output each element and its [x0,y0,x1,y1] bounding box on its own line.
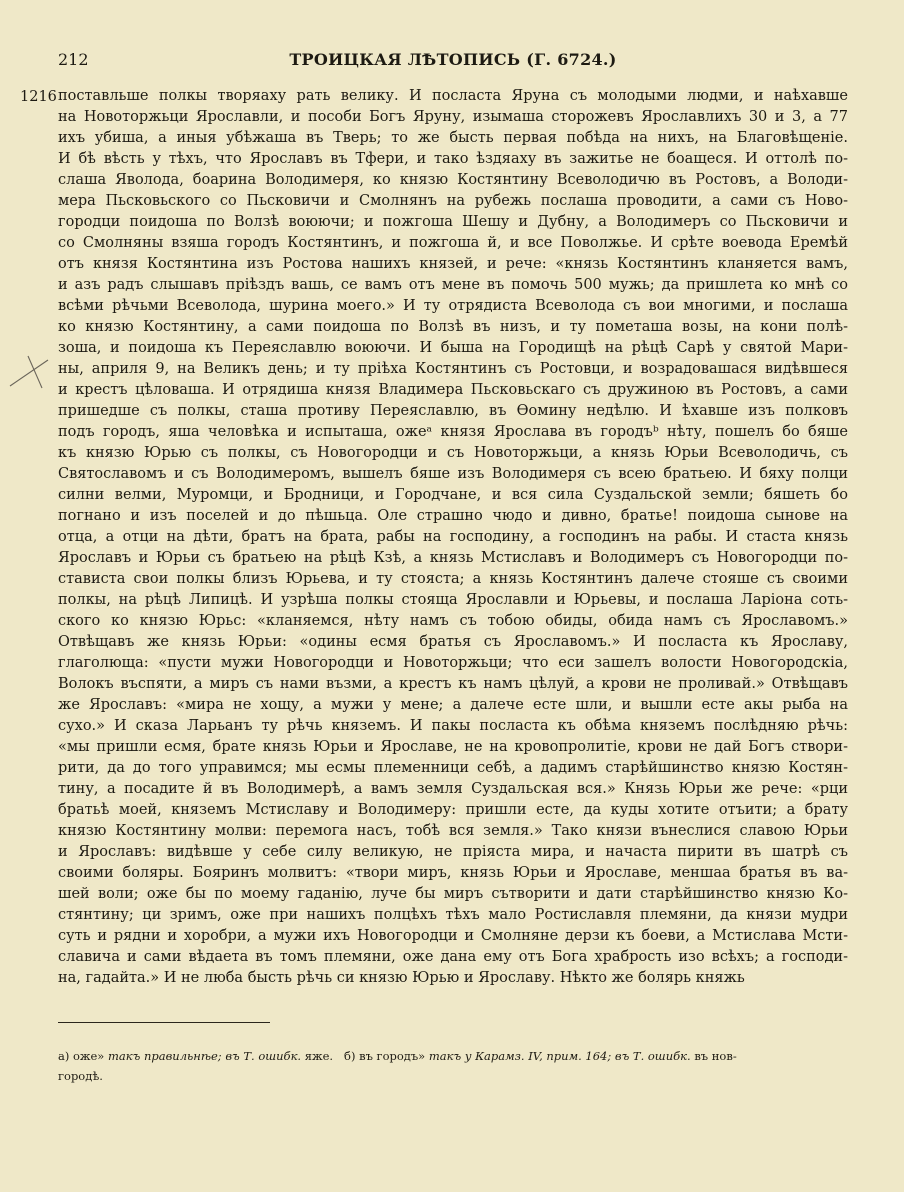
text-line: славича и сами вѣдаета въ томъ племяни, оже дана ему отъ Бога храбрость изо всѣхъ; а господи- [58,949,848,965]
text-line: поставльше полкы творяаху рать велику. И посласта Яруна съ молодыми людми, и наѣхавше [58,88,848,104]
text-line: ко князю Костянтину, а сами поидоша по Волзѣ въ низъ, и ту пометаша возы, на кони полѣ- [58,319,848,335]
page-number: 212 [58,50,89,69]
margin-year: 1216 [20,89,57,105]
text-line: всѣми рѣчьми Всеволода, шурина моего.» И ту отрядиста Всеволода съ вои многими, и послаша [58,298,848,314]
text-line: погнано и изъ поселей и до пѣшьца. Оле страшно чюдо и дивно, братье! поидоша сынове на [58,508,848,524]
text-line: на Новоторжьци Ярославли, и пособи Богъ Яруну, изымаша сторожевъ Ярославлихъ 30 и 3, а 77 [58,109,848,125]
text-line: рити, да до того управимся; мы есмы племенници себѣ, а дадимъ старѣйшинство князю Костян- [58,760,848,776]
text-line: подъ городъ, яша человѣка и испыташа, ожеᵃ князя Ярослава въ городъᵇ нѣту, пошелъ бо бяше [58,424,848,440]
text-line: своими боляры. Бояринъ молвитъ: «твори миръ, князь Юрьи и Ярославе, меншаа братья въ ва- [58,865,848,881]
text-line: же Ярославъ: «мира не хощу, а мужи у мене; а далече есте шли, и вышли есте акы рыба на [58,697,848,713]
text-line: И бѣ вѣсть у тѣхъ, что Ярославъ въ Тфери, и тако ѣздяаху въ зажитье не боащеся. И оттолѣ по- [58,151,848,167]
text-line: стависта свои полкы близъ Юрьева, и ту стоястa; а князь Костянтинъ далече стояше съ своими [58,571,848,587]
text-line: братьѣ моей, княземъ Мстиславу и Володимеру: пришли есте, да куды хотите отъити; а брату [58,802,848,818]
footnote-a-note: такъ правильнѣе; въ Т. ошибк. [108,1049,302,1063]
page-header [58,50,848,74]
text-line: отца, а отци на дѣти, братъ на брата, рабы на господину, а господинъ на рабы. И стаста князь [58,529,848,545]
text-line: князю Костянтину молви: перемога насъ, тобѣ вся земля.» Тако князи вънеслися славою Юрьи [58,823,848,839]
text-line: глаголюща: «пусти мужи Новогородци и Новоторжьци; что еси зашелъ волости Новогородскіа, [58,655,848,671]
text-line: зоша, и поидоша къ Переяславлю воюючи. И быша на Городищѣ на рѣцѣ Сарѣ у святой Мари- [58,340,848,356]
footnote-b-word: въ городъ» [359,1049,426,1063]
footnote-a-label: а) [58,1049,70,1063]
text-line: и Ярославъ: видѣвше у себе силу великую, не пріяста мира, и начаста пирити въ шатрѣ съ [58,844,848,860]
pencil-cross-mark-icon [6,352,52,392]
text-line: пришедше съ полкы, сташа противу Переяславлю, въ Ѳомину недѣлю. И ѣхавше изъ полковъ [58,403,848,419]
text-line: Ярославъ и Юрьи съ братьею на рѣцѣ Кзѣ, а князь Мстиславъ и Володимеръ съ Новогородци по- [58,550,848,566]
text-line: со Смолняны взяша городъ Костянтинъ, и пожгоша й, и все Поволжье. И срѣте воевода Еремѣй [58,235,848,251]
footnote-b-label: б) [344,1049,356,1063]
text-line: Отвѣщавъ же князь Юрьи: «одины есмя братья съ Ярославомъ.» И посласта къ Ярославу, [58,634,848,650]
text-line: и азъ радъ слышавъ пріѣздъ вашь, се вамъ отъ мене въ помочь 500 мужь; да пришлета ко мнѣ со [58,277,848,293]
text-line: слаша Яволода, боарина Володимеря, ко князю Костянтину Всеволодичю въ Ростовъ, а Володи- [58,172,848,188]
text-line: Волокъ въспяти, а миръ съ нами възми, а крестъ къ намъ цѣлуй, а крови не проливай.» Отвѣщавъ [58,676,848,692]
text-line: мера Пьсковьского со Пьсковичи и Смолнянъ на рубежь послаша проводити, а сами съ Ново- [58,193,848,209]
text-line: стянтину; ци зримъ, оже при нашихъ полцѣхъ тѣхъ мало Ростиславля племяни, да князи мудри [58,907,848,923]
text-line: сухо.» И сказа Ларьанъ ту рѣчь княземъ. И пакы посласта къ обѣма княземъ послѣдняю рѣчь: [58,718,848,734]
text-line: полкы, на рѣцѣ Липицѣ. И узрѣша полкы стояща Ярославли и Юрьевы, и послаша Ларіона соть- [58,592,848,608]
footnote-line [58,1046,848,1066]
text-line: суть и рядни и хоробри, а мужи ихъ Новогородци и Смолняне дерзи къ боеви, а Мстислава Мсти- [58,928,848,944]
text-line: ны, априля 9, на Великъ день; и ту пріѣха Костянтинъ съ Ростовци, и возрадовашася видѣвшеся [58,361,848,377]
text-line: городци поидоша по Волзѣ воюючи; и пожгоша Шешу и Дубну, а Володимеръ со Пьсковичи и [58,214,848,230]
text-line: и крестъ цѣловаша. И отрядиша князя Владимера Пьсковьскаго съ дружиною въ Ростовъ, а сами [58,382,848,398]
text-line: отъ князя Костянтина изъ Ростова нашихъ князей, и рече: «князь Костянтинъ кланяется вамъ, [58,256,848,272]
footnote-rule [58,1022,270,1023]
text-line: силни велми, Муромци, и Бродници, и Городчане, и вся сила Суздальской земли; бяшеть бо [58,487,848,503]
text-line: на, гадайта.» И не люба бысть рѣчь си князю Юрью и Ярославу. Нѣкто же болярь княжь [58,970,745,986]
footnote-b-note: такъ у Карамз. IV, прим. 164; въ Т. ошибк. [428,1049,691,1063]
footnote-a-wrong: яже. [304,1049,334,1063]
text-line: ского ко князю Юрьс: «кланяемся, нѣту намъ съ тобою обиды, обида намъ съ Ярославомъ.» [58,613,848,629]
footnote-b-wrong: въ нов- [694,1049,737,1063]
text-line: тину, а посадите й въ Володимерѣ, а вамъ земля Суздальская вся.» Князь Юрьи же рече: «рци [58,781,848,797]
text-line: къ князю Юрью съ полкы, съ Новогородци и съ Новоторжьци, а князь Юрьи Всеволодичь, съ [58,445,848,461]
footnote-a-word: оже» [73,1049,105,1063]
text-line: «мы пришли есмя, брате князь Юрьи и Ярославе, не на кровопролитіе, крови не дай Богъ створи- [58,739,848,755]
running-title: ТРОИЦКАЯ ЛѢТОПИСЬ (Г. 6724.) [289,50,617,69]
text-line: шей воли; оже бы по моему гаданію, луче бы миръ сътворити и дати старѣйшинство князю Ко- [58,886,848,902]
text-line: Святославомъ и съ Володимеромъ, вышелъ бяше изъ Володимеря съ всею братьею. И бяху полци [58,466,848,482]
footnote-continuation: городѣ. [58,1069,103,1083]
footnotes [58,1046,848,1086]
text-line: ихъ убиша, а иныя убѣжаша въ Тверь; то же бысть первая побѣда на нихъ, на Благовѣщеніе. [58,130,848,146]
chronicle-body-text [58,86,848,989]
